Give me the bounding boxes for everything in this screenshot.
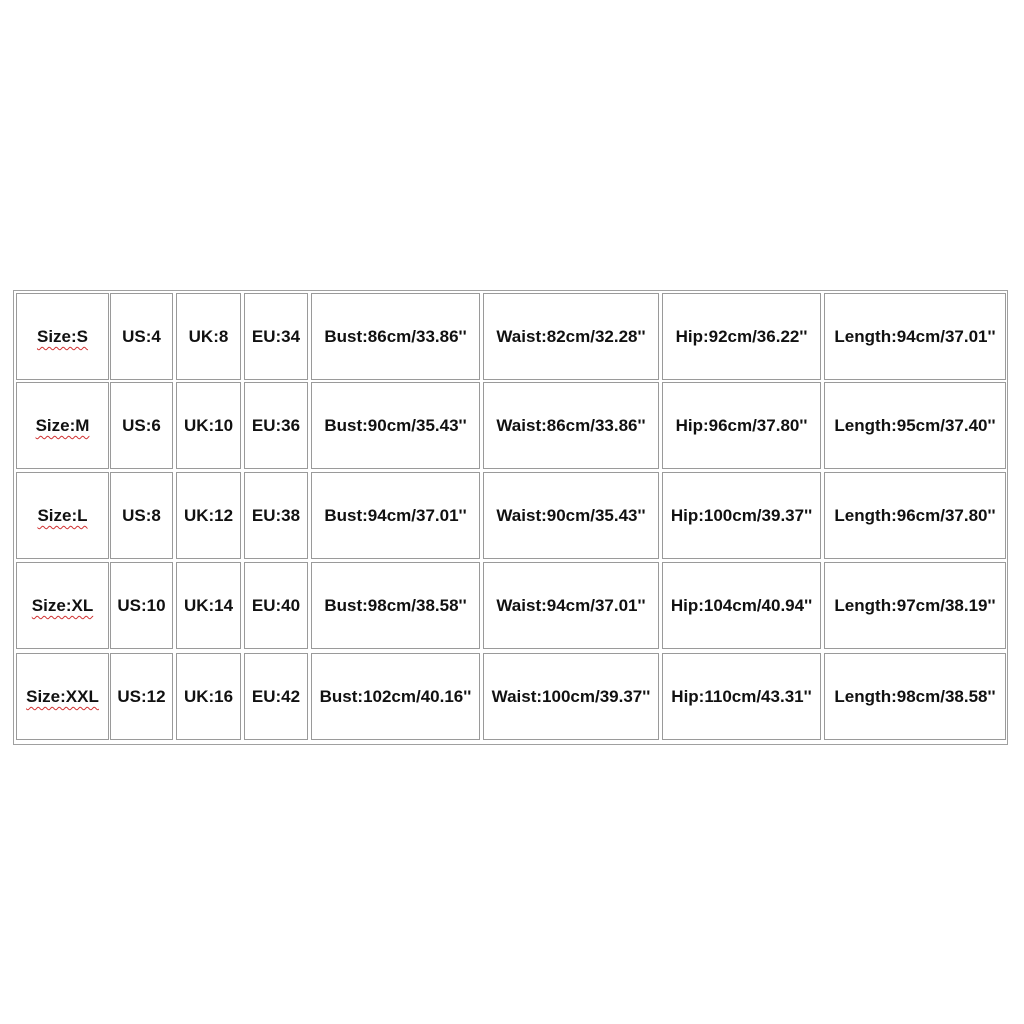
eu-size-label: EU:38 (251, 506, 301, 525)
hip-cell (662, 293, 821, 380)
us-size-label: US:10 (117, 596, 166, 615)
uk-size-cell (176, 382, 241, 469)
hip-label: Hip:110cm/43.31'' (671, 687, 812, 706)
size-label: Size:M (35, 416, 90, 435)
waist-cell (483, 293, 659, 380)
hip-cell (662, 562, 821, 649)
eu-size-cell (244, 562, 308, 649)
length-label: Length:96cm/37.80'' (834, 506, 996, 525)
us-size-label: US:4 (122, 327, 161, 346)
size-label: Size:XXL (26, 687, 99, 706)
us-size-label: US:12 (117, 687, 166, 706)
us-size-label: US:8 (122, 506, 161, 525)
uk-size-label: UK:10 (183, 416, 234, 435)
size-cell (16, 472, 109, 559)
size-chart-table (13, 290, 1008, 745)
hip-cell (662, 382, 821, 469)
bust-cell (311, 472, 480, 559)
hip-cell (662, 472, 821, 559)
us-size-label: US:6 (122, 416, 161, 435)
length-label: Length:95cm/37.40'' (834, 416, 996, 435)
length-label: Length:94cm/37.01'' (834, 327, 996, 346)
waist-label: Waist:100cm/39.37'' (491, 687, 651, 706)
uk-size-label: UK:8 (188, 327, 229, 346)
us-size-cell (110, 382, 173, 469)
eu-size-label: EU:36 (251, 416, 301, 435)
eu-size-label: EU:40 (251, 596, 301, 615)
waist-label: Waist:94cm/37.01'' (496, 596, 646, 615)
eu-size-cell (244, 472, 308, 559)
size-label: Size:XL (31, 596, 94, 615)
waist-label: Waist:86cm/33.86'' (496, 416, 646, 435)
eu-size-label: EU:34 (251, 327, 301, 346)
eu-size-cell (244, 653, 308, 740)
hip-label: Hip:92cm/36.22'' (675, 327, 808, 346)
uk-size-cell (176, 562, 241, 649)
length-cell (824, 653, 1006, 740)
size-cell (16, 653, 109, 740)
waist-cell (483, 382, 659, 469)
length-cell (824, 472, 1006, 559)
hip-label: Hip:104cm/40.94'' (670, 596, 813, 615)
uk-size-label: UK:14 (183, 596, 234, 615)
size-label: Size:S (36, 327, 89, 346)
bust-label: Bust:90cm/35.43'' (324, 416, 467, 435)
waist-label: Waist:90cm/35.43'' (496, 506, 646, 525)
eu-size-cell (244, 293, 308, 380)
eu-size-label: EU:42 (251, 687, 301, 706)
size-label: Size:L (37, 506, 88, 525)
uk-size-cell (176, 293, 241, 380)
us-size-cell (110, 293, 173, 380)
waist-cell (483, 562, 659, 649)
uk-size-cell (176, 653, 241, 740)
bust-label: Bust:98cm/38.58'' (324, 596, 467, 615)
hip-label: Hip:96cm/37.80'' (675, 416, 808, 435)
waist-label: Waist:82cm/32.28'' (496, 327, 646, 346)
length-label: Length:97cm/38.19'' (834, 596, 996, 615)
eu-size-cell (244, 382, 308, 469)
size-cell (16, 562, 109, 649)
length-cell (824, 382, 1006, 469)
length-label: Length:98cm/38.58'' (834, 687, 996, 706)
us-size-cell (110, 653, 173, 740)
size-cell (16, 382, 109, 469)
bust-label: Bust:86cm/33.86'' (324, 327, 467, 346)
waist-cell (483, 653, 659, 740)
size-cell (16, 293, 109, 380)
bust-cell (311, 653, 480, 740)
uk-size-label: UK:16 (183, 687, 234, 706)
us-size-cell (110, 562, 173, 649)
bust-cell (311, 293, 480, 380)
waist-cell (483, 472, 659, 559)
bust-cell (311, 382, 480, 469)
hip-label: Hip:100cm/39.37'' (670, 506, 813, 525)
us-size-cell (110, 472, 173, 559)
bust-label: Bust:94cm/37.01'' (324, 506, 467, 525)
bust-cell (311, 562, 480, 649)
uk-size-label: UK:12 (183, 506, 234, 525)
length-cell (824, 562, 1006, 649)
bust-label: Bust:102cm/40.16'' (319, 687, 472, 706)
hip-cell (662, 653, 821, 740)
length-cell (824, 293, 1006, 380)
uk-size-cell (176, 472, 241, 559)
